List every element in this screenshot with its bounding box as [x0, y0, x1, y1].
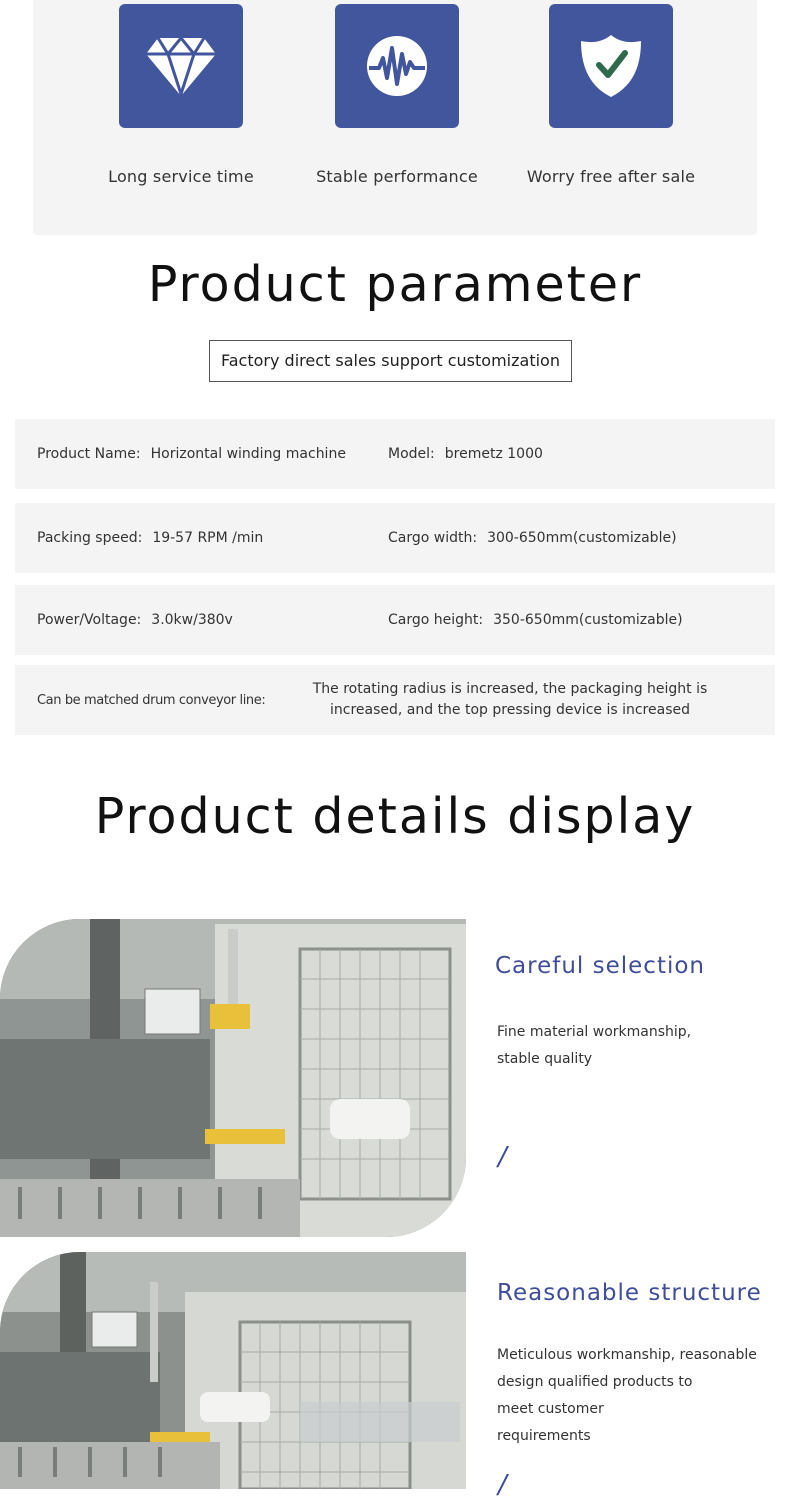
pulse-icon: [335, 4, 459, 128]
parameter-subtitle: Factory direct sales support customization: [209, 340, 572, 382]
detail-line: Fine material workmanship,: [497, 1024, 692, 1040]
slash-mark: /: [498, 1470, 507, 1500]
product-photo: [0, 919, 466, 1237]
param-value: 3.0kw/380v: [151, 612, 233, 628]
feature-stable-performance: [297, 0, 497, 186]
detail-text: [497, 1342, 757, 1450]
feature-long-service: [81, 0, 281, 186]
param-value: 19-57 RPM /min: [152, 530, 264, 546]
feature-label: Stable performance: [316, 167, 478, 186]
param-key: Product Name:: [37, 446, 141, 462]
detail-heading: Reasonable structure: [497, 1280, 762, 1306]
param-row: [15, 665, 775, 735]
param-row: [15, 419, 775, 489]
param-value: Horizontal winding machine: [150, 446, 346, 462]
param-key: Cargo height:: [388, 612, 484, 628]
param-value: 300-650mm(customizable): [487, 530, 677, 546]
features-panel: [33, 0, 757, 235]
detail-line: stable quality: [497, 1051, 593, 1067]
detail-heading: Careful selection: [495, 953, 706, 979]
diamond-icon: [119, 4, 243, 128]
param-value: 350-650mm(customizable): [493, 612, 683, 628]
detail-line: requirements: [497, 1428, 591, 1444]
product-photo: [0, 1252, 466, 1489]
feature-label: Long service time: [108, 167, 254, 186]
param-value: The rotating radius is increased, the packaging height is increased, and the top pressing device is increased: [312, 681, 708, 718]
feature-label: Worry free after sale: [526, 167, 696, 186]
detail-line: meet customer: [497, 1401, 604, 1417]
slash-mark: /: [498, 1142, 507, 1172]
details-title: Product details display: [94, 788, 696, 845]
param-key: Can be matched drum conveyor line:: [37, 692, 266, 708]
param-key: Power/Voltage:: [37, 612, 142, 628]
detail-line: design qualified products to: [497, 1374, 693, 1390]
detail-line: Meticulous workmanship, reasonable: [497, 1347, 757, 1363]
param-row: [15, 503, 775, 573]
param-key: Cargo width:: [388, 530, 478, 546]
shield-check-icon: [549, 4, 673, 128]
param-key: Model:: [388, 446, 435, 462]
param-key: Packing speed:: [37, 530, 143, 546]
feature-worry-free: [511, 0, 711, 186]
param-row: [15, 585, 775, 655]
param-value: bremetz 1000: [444, 446, 543, 462]
parameter-title: Product parameter: [147, 256, 643, 313]
detail-text: [497, 1019, 691, 1073]
